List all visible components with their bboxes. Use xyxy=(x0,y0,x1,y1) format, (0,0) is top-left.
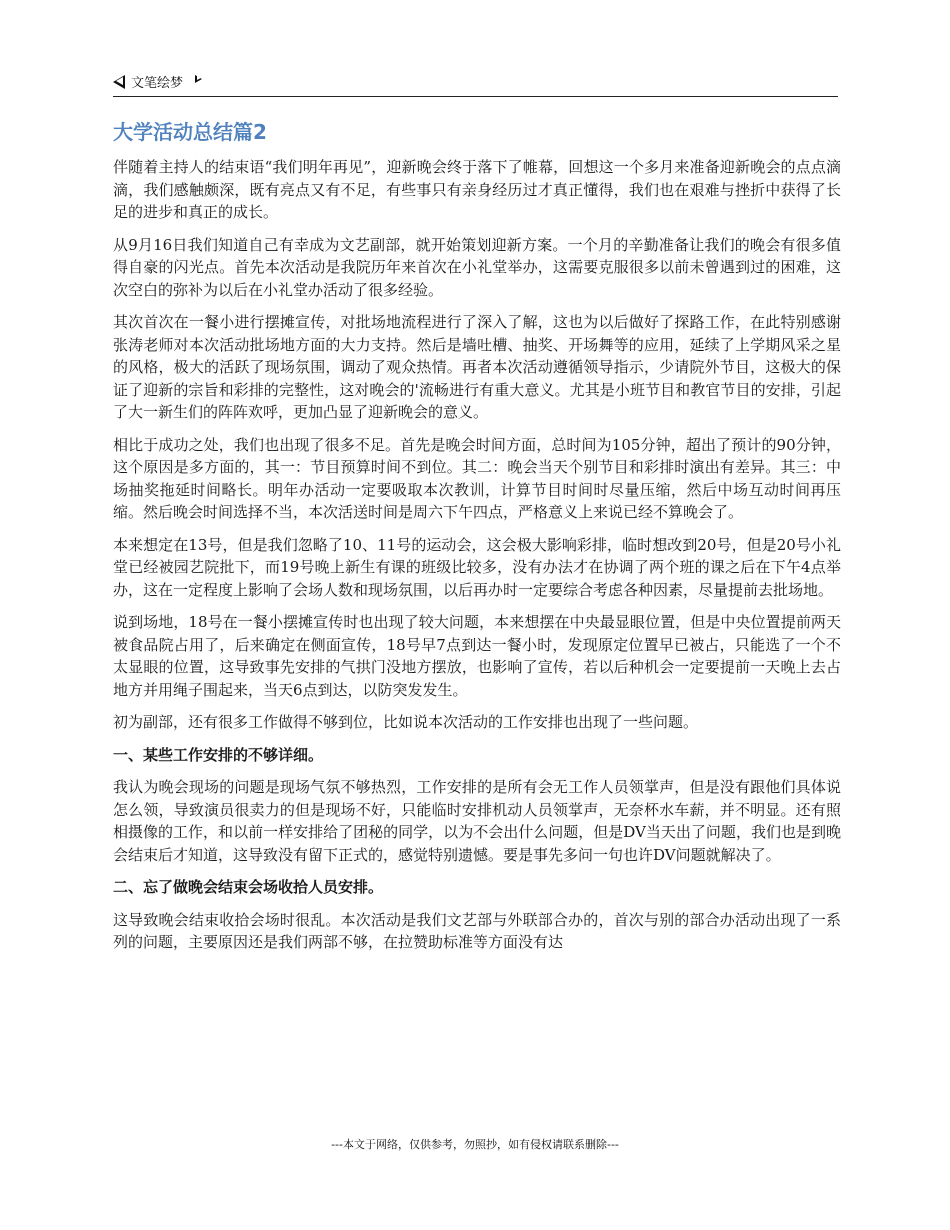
brand xyxy=(113,72,202,91)
footer-notice: ---本文于网络，仅供参考，勿照抄，如有侵权请联系删除--- xyxy=(331,1138,619,1151)
page-header xyxy=(113,72,838,97)
paragraph-4: 相比于成功之处，我们也出现了很多不足。首先是晚会时间方面，总时间为105分钟，超出了预计的90分钟，这个原因是多方面的，其一：节目预算时间不到位。其二：晚会当天个别节目和彩排时演出有差异。其三：中场抽奖拖延时间略长。明年办活动一定要吸取本次教训，计算节目时间时尽量压缩，然后中场互动时间再压缩。然后晚会时间选择不当，本次活送时间是周六下午四点，严格意义上来说已经不算晚会了。 xyxy=(113,435,841,521)
paragraph-7: 初为副部，还有很多工作做得不够到位，比如说本次活动的工作安排也出现了一些问题。 xyxy=(113,713,699,731)
paragraph-6: 说到场地，18号在一餐小摆摊宣传时也出现了较大问题，本来想摆在中央最显眼位置，但是中央位置提前两天被食品院占用了，后来确定在侧面宣传，18号早7点到达一餐小时，发现原定位置早已被占，只能选了一个不太显眼的位置，这导致事先安排的气拱门没地方摆放，也影响了宣传，若以后种机会一定要提前一天晚上去占地方并用绳子围起来，当天6点到达，以防突发发生。 xyxy=(113,613,841,699)
document-title: 大学活动总结篇2 xyxy=(113,120,267,144)
section-heading-2: 二、忘了做晚会结束会场收拾人员安排。 xyxy=(113,878,384,896)
paragraph-9: 这导致晚会结束收拾会场时很乱。本次活动是我们文艺部与外联部合办的，首次与别的部合办活动出现了一系列的问题，主要原因还是我们两部不够，在拉赞助标准等方面没有达 xyxy=(113,910,841,951)
triangle-left-icon xyxy=(113,75,125,89)
paragraph-8: 我认为晚会现场的问题是现场气氛不够热烈，工作安排的是所有会无工作人员领掌声，但是没有跟他们具体说怎么领，导致演员很卖力的但是现场不好，只能临时安排机动人员领掌声，无奈杯水车薪，并不明显。还有照相摄像的工作，和以前一样安排给了团秘的同学，以为不会出什么问题，但是DV当天出了问题，我们也是到晚会结束后才知道，这导致没有留下正式的，感觉特别遗憾。要是事先多问一句也许DV问题就解决了。 xyxy=(113,778,841,864)
paragraph-3: 其次首次在一餐小进行摆摊宣传，对批场地流程进行了深入了解，这也为以后做好了探路工作，在此特别感谢张涛老师对本次活动批场地方面的大力支持。然后是墙吐槽、抽奖、开场舞等的应用，延续了上学期风采之星的风格，极大的活跃了现场氛围，调动了观众热情。再者本次活动遵循领导指示，少请院外节目，这极大的保证了迎新的宗旨和彩排的完整性，这对晚会的'流畅进行有重大意义。尤其是小班节目和教官节目的安排，引起了大一新生们的阵阵欢呼，更加凸显了迎新晚会的意义。 xyxy=(113,313,841,421)
section-heading-1: 一、某些工作安排的不够详细。 xyxy=(113,745,324,764)
brand-name: 文笔绘梦 xyxy=(131,76,184,91)
paragraph-1: 伴随着主持人的结束语“我们明年再见”，迎新晚会终于落下了帷幕，回想这一个多月来准备迎新晚会的点点滴滴，我们感触颇深，既有亮点又有不足，有些事只有亲身经历过才真正懂得，我们也在艰难与挫折中获得了长足的进步和真正的成长。 xyxy=(113,158,841,221)
triangle-right-icon xyxy=(195,75,202,83)
paragraph-2: 从9月16日我们知道自己有幸成为文艺副部，就开始策划迎新方案。一个月的辛勤准备让我们的晚会有很多值得自豪的闪光点。首先本次活动是我院历年来首次在小礼堂举办，这需要克服很多以前未曾遇到过的困难，这次空白的弥补为以后在小礼堂办活动了很多经验。 xyxy=(113,235,841,299)
paragraph-5: 本来想定在13号，但是我们忽略了10、11号的运动会，这会极大影响彩排，临时想改到20号，但是20号小礼堂已经被园艺院批下，而19号晚上新生有课的班级比较多，没有办法才在协调了两个班的课之后在下午4点举办，这在一定程度上影响了会场人数和现场氛围，以后再办时一定要综合考虑各种因素，尽量提前去批场地。 xyxy=(113,535,841,599)
document-body xyxy=(113,156,841,964)
